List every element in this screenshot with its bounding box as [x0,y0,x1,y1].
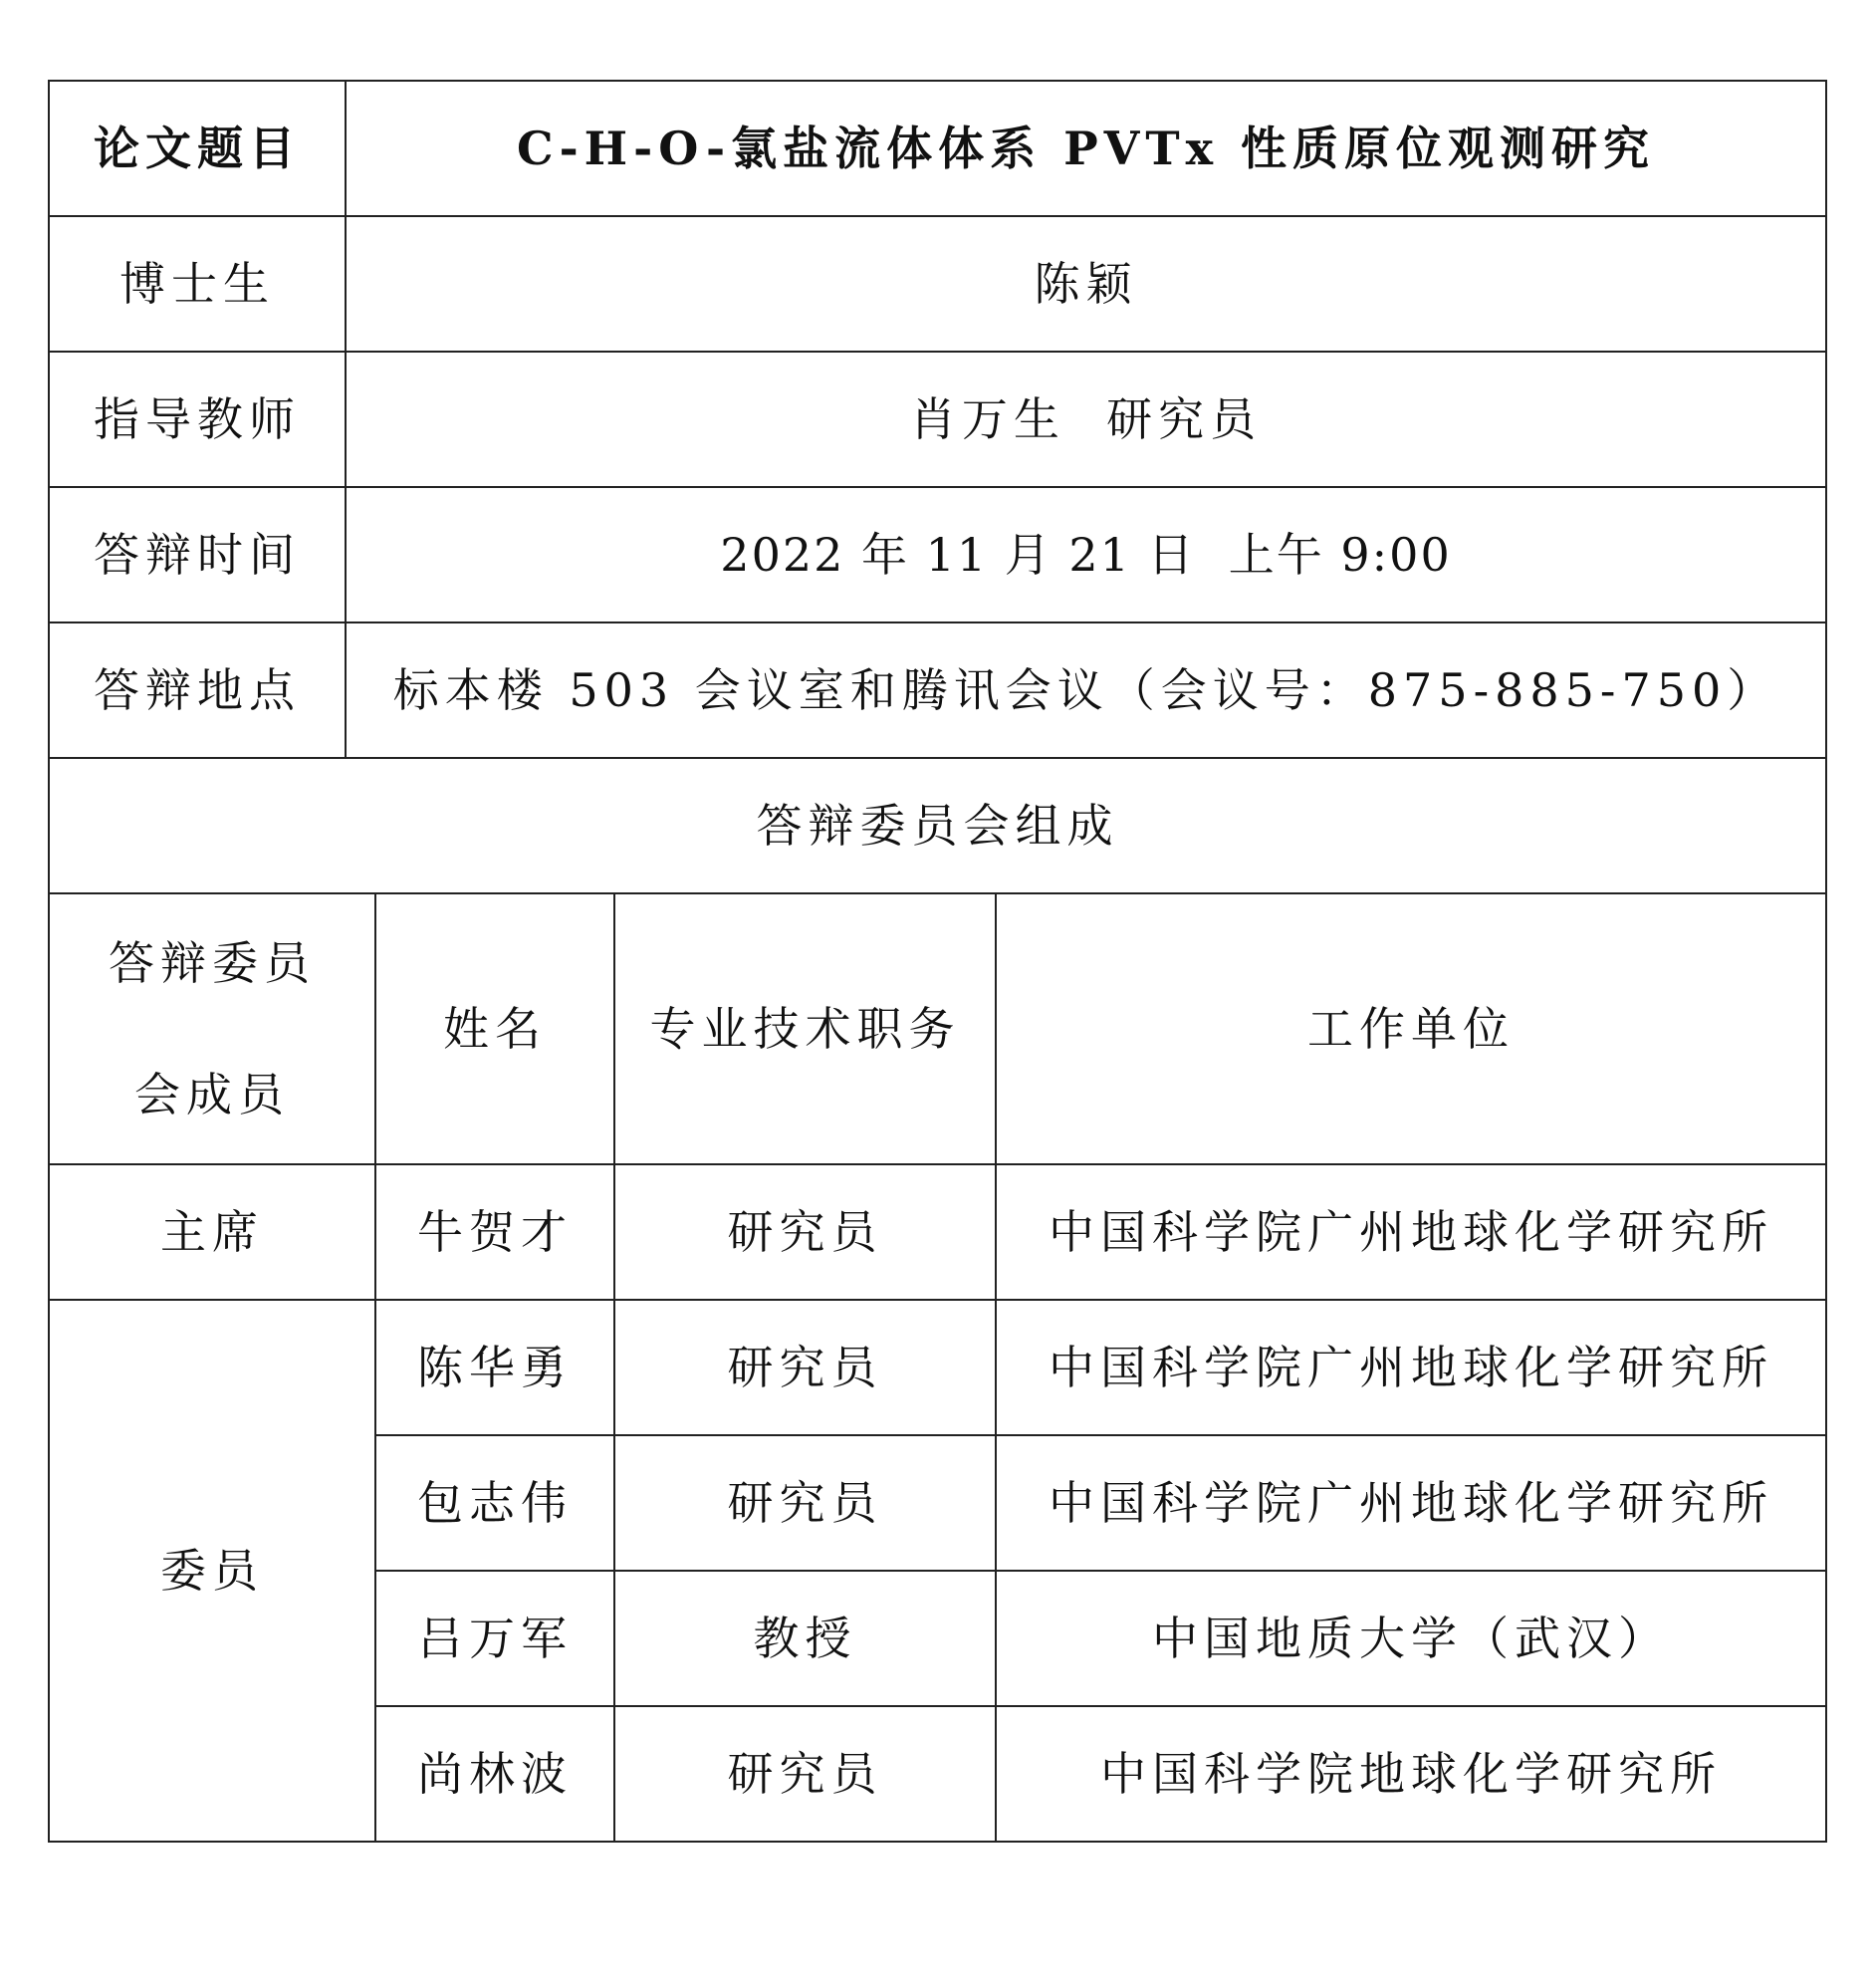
advisor-value: 肖万生 研究员 [346,352,1826,487]
member-unit: 中国科学院地球化学研究所 [996,1706,1826,1842]
member-title: 研究员 [614,1706,996,1842]
advisor-row [49,352,1826,487]
header-committee-member-line1: 答辩委员 [109,936,316,990]
member-name: 尚林波 [375,1706,614,1842]
student-row [49,216,1826,352]
defense-time-row [49,487,1826,622]
defense-place-value: 标本楼 503 会议室和腾讯会议（会议号：875-885-750） [346,622,1826,758]
advisor-label: 指导教师 [49,352,346,487]
role-member: 委员 [49,1300,375,1842]
header-unit: 工作单位 [996,893,1826,1164]
member-unit: 中国科学院广州地球化学研究所 [996,1164,1826,1300]
table-row [49,1300,1826,1435]
member-unit: 中国科学院广州地球化学研究所 [996,1300,1826,1435]
member-name: 包志伟 [375,1435,614,1571]
member-title: 研究员 [614,1435,996,1571]
committee-header-row [49,893,1826,1164]
member-name: 陈华勇 [375,1300,614,1435]
defense-info-table [48,80,1827,1843]
member-unit: 中国地质大学（武汉） [996,1571,1826,1706]
student-label: 博士生 [49,216,346,352]
defense-place-row [49,622,1826,758]
thesis-title-row [49,81,1826,216]
defense-time-label: 答辩时间 [49,487,346,622]
defense-time-value: 2022 年 11 月 21 日 上午 9:00 [346,487,1826,622]
thesis-title-value: C-H-O-氯盐流体体系 PVTx 性质原位观测研究 [346,81,1826,216]
member-title: 研究员 [614,1164,996,1300]
member-name: 牛贺才 [375,1164,614,1300]
header-title: 专业技术职务 [614,893,996,1164]
header-committee-member [49,893,375,1164]
member-name: 吕万军 [375,1571,614,1706]
member-title: 教授 [614,1571,996,1706]
header-committee-member-line2: 会成员 [134,1068,290,1121]
table-row [49,1164,1826,1300]
header-name: 姓名 [375,893,614,1164]
member-unit: 中国科学院广州地球化学研究所 [996,1435,1826,1571]
thesis-title-label: 论文题目 [49,81,346,216]
student-value: 陈颖 [346,216,1826,352]
defense-place-label: 答辩地点 [49,622,346,758]
committee-heading-row [49,758,1826,893]
member-title: 研究员 [614,1300,996,1435]
committee-heading: 答辩委员会组成 [49,758,1826,893]
role-chair: 主席 [49,1164,375,1300]
